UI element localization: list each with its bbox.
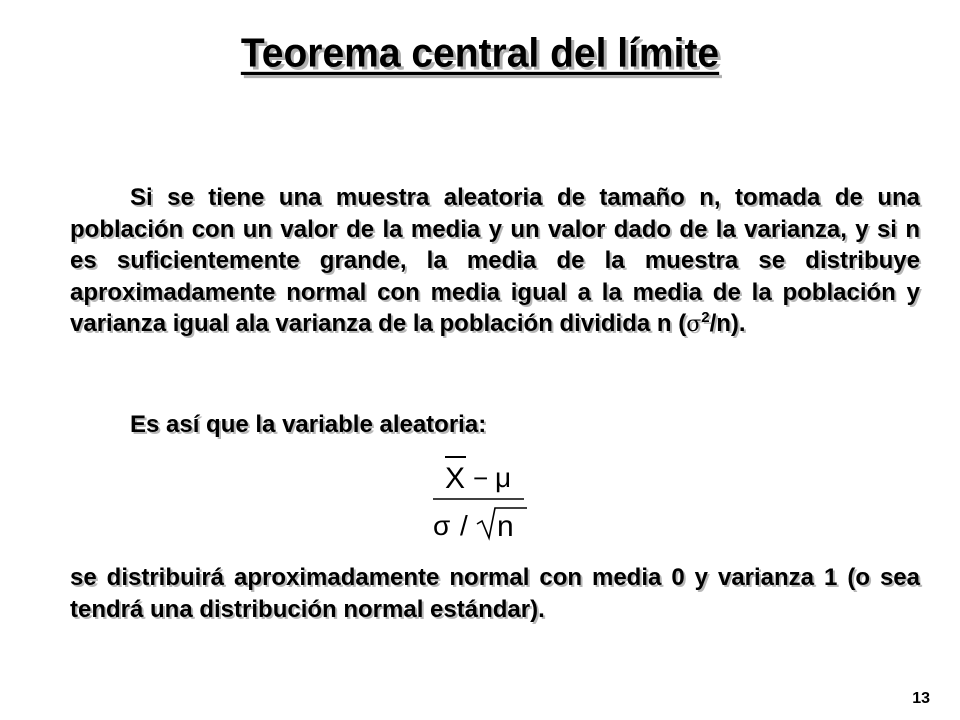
minus-sign: − xyxy=(473,463,489,493)
slide-title: Teorema central del límite xyxy=(240,30,720,77)
mu-symbol: μ xyxy=(495,462,512,493)
x-variable: X xyxy=(445,462,466,495)
standardization-formula xyxy=(425,450,535,550)
theorem-paragraph xyxy=(70,182,920,341)
theorem-text: Si se tiene una muestra aleatoria de tamaño n, tomada de una población con un valor de la media y un valor dado de la varianza, y si n es suficientemente grande, la media de la muestra se distribuye aproximadamente normal con media igual a la media de la población y varianza igual ala varianza de la población dividida n ( xyxy=(70,184,920,337)
exponent: 2 xyxy=(701,309,710,326)
sigma-symbol: σ xyxy=(686,312,702,337)
sigma-denominator: σ xyxy=(433,510,451,541)
page-number: 13 xyxy=(912,690,930,707)
slash: / xyxy=(460,510,468,541)
intro-formula-paragraph: Es así que la variable aleatoria: xyxy=(130,411,487,438)
theorem-text-end: /n). xyxy=(709,310,746,337)
formula-svg xyxy=(425,450,535,550)
n-variable: n xyxy=(497,510,514,543)
conclusion-paragraph: se distribuirá aproximadamente normal con media 0 y varianza 1 (o sea tendrá una distribución normal estándar). xyxy=(70,564,920,623)
